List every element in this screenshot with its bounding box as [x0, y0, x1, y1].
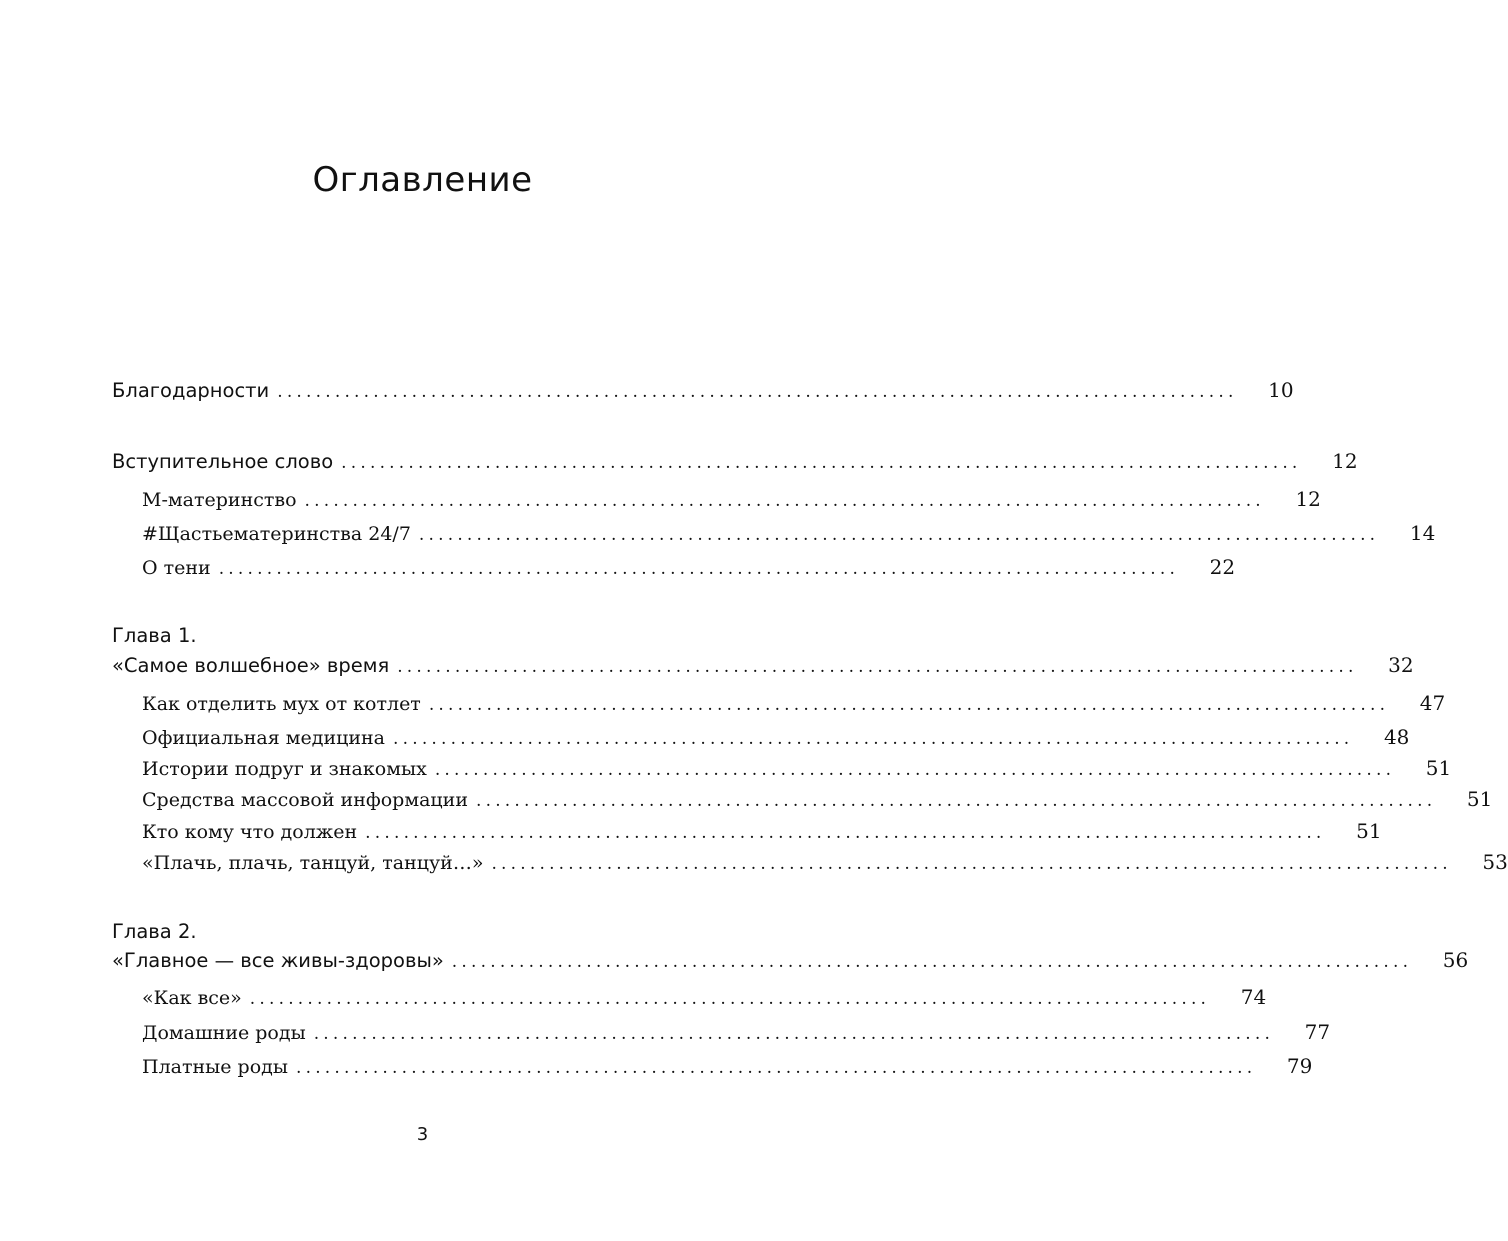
- dot-leader: ....................................................................................................: [397, 657, 1358, 677]
- chapter-label: Глава 2.: [112, 920, 197, 943]
- toc-entry-title: Кто кому что должен: [142, 821, 358, 843]
- toc-entry[interactable]: [112, 449, 1358, 479]
- page-title: Оглавление: [312, 160, 533, 200]
- toc-subentry[interactable]: [142, 555, 1236, 585]
- toc-subentry[interactable]: [142, 850, 1508, 880]
- toc-entry-title: Вступительное слово: [112, 450, 334, 473]
- toc-subentry[interactable]: [142, 691, 1446, 721]
- toc-entry-page: 56: [1442, 948, 1469, 972]
- toc-subentry[interactable]: [142, 1054, 1313, 1084]
- toc-entry-title: Средства массовой информации: [142, 789, 468, 811]
- toc-entry[interactable]: [112, 378, 1294, 408]
- toc-entry-page: 77: [1304, 1020, 1331, 1044]
- toc-entry-title: Истории подруг и знакомых: [142, 758, 427, 780]
- toc-entry-page: 48: [1383, 725, 1410, 749]
- toc-subentry[interactable]: [142, 756, 1452, 786]
- toc-entry-title: Благодарности: [112, 379, 270, 402]
- toc-entry-page: 79: [1286, 1054, 1313, 1078]
- toc-entry-page: 10: [1268, 378, 1294, 402]
- page-number: 3: [416, 1124, 429, 1145]
- dot-leader: ....................................................................................................: [451, 952, 1413, 972]
- toc-subentry[interactable]: [142, 725, 1410, 755]
- toc-entry-title: #Щастьематеринства 24/7: [142, 523, 411, 545]
- dot-leader: ....................................................................................................: [218, 559, 1180, 579]
- dot-leader: ....................................................................................................: [434, 760, 1396, 780]
- toc-subentry[interactable]: [142, 985, 1267, 1015]
- toc-entry-page: 12: [1332, 449, 1358, 473]
- toc-entry-page: 32: [1388, 653, 1414, 677]
- toc-entry-page: 51: [1356, 819, 1382, 843]
- dot-leader: ....................................................................................................: [491, 854, 1452, 874]
- dot-leader: ....................................................................................................: [313, 1024, 1275, 1044]
- toc-entry-title: О тени: [142, 557, 211, 579]
- dot-leader: ....................................................................................................: [295, 1058, 1257, 1078]
- toc-entry-title: М-материнство: [142, 489, 297, 511]
- toc-entry-page: 47: [1419, 691, 1446, 715]
- dot-leader: ....................................................................................................: [418, 525, 1380, 545]
- dot-leader: ....................................................................................................: [475, 791, 1437, 811]
- dot-leader: ....................................................................................................: [365, 823, 1326, 843]
- toc-entry-page: 12: [1295, 487, 1321, 511]
- toc-entry-title: Платные роды: [142, 1056, 288, 1078]
- dot-leader: ....................................................................................................: [304, 491, 1265, 511]
- toc-entry-page: 51: [1425, 756, 1452, 780]
- toc-entry-title: «Как все»: [142, 987, 242, 1009]
- toc-entry[interactable]: [112, 653, 1414, 683]
- toc-entry-page: 22: [1209, 555, 1236, 579]
- toc-entry-title: «Самое волшебное» время: [112, 654, 390, 677]
- dot-leader: ....................................................................................................: [277, 382, 1238, 402]
- dot-leader: ....................................................................................................: [341, 453, 1302, 473]
- toc-subentry[interactable]: [142, 819, 1382, 849]
- toc-entry-title: Как отделить мух от котлет: [142, 693, 421, 715]
- toc-entry[interactable]: [112, 948, 1469, 978]
- toc-entry-page: 74: [1240, 985, 1267, 1009]
- chapter-label: Глава 1.: [112, 624, 197, 647]
- toc-subentry[interactable]: [142, 521, 1436, 551]
- toc-entry-page: 14: [1409, 521, 1436, 545]
- toc-entry-title: Домашние роды: [142, 1022, 306, 1044]
- toc-subentry[interactable]: [142, 1020, 1331, 1050]
- toc-subentry[interactable]: [142, 787, 1493, 817]
- dot-leader: ....................................................................................................: [249, 989, 1211, 1009]
- toc-entry-title: Официальная медицина: [142, 727, 386, 749]
- toc-entry-title: «Главное — все живы-здоровы»: [112, 949, 444, 972]
- toc-entry-page: 53: [1482, 850, 1508, 874]
- toc-subentry[interactable]: [142, 487, 1321, 517]
- dot-leader: ....................................................................................................: [393, 729, 1354, 749]
- toc-entry-page: 51: [1466, 787, 1493, 811]
- dot-leader: ....................................................................................................: [428, 695, 1390, 715]
- toc-entry-title: «Плачь, плачь, танцуй, танцуй…»: [142, 852, 484, 874]
